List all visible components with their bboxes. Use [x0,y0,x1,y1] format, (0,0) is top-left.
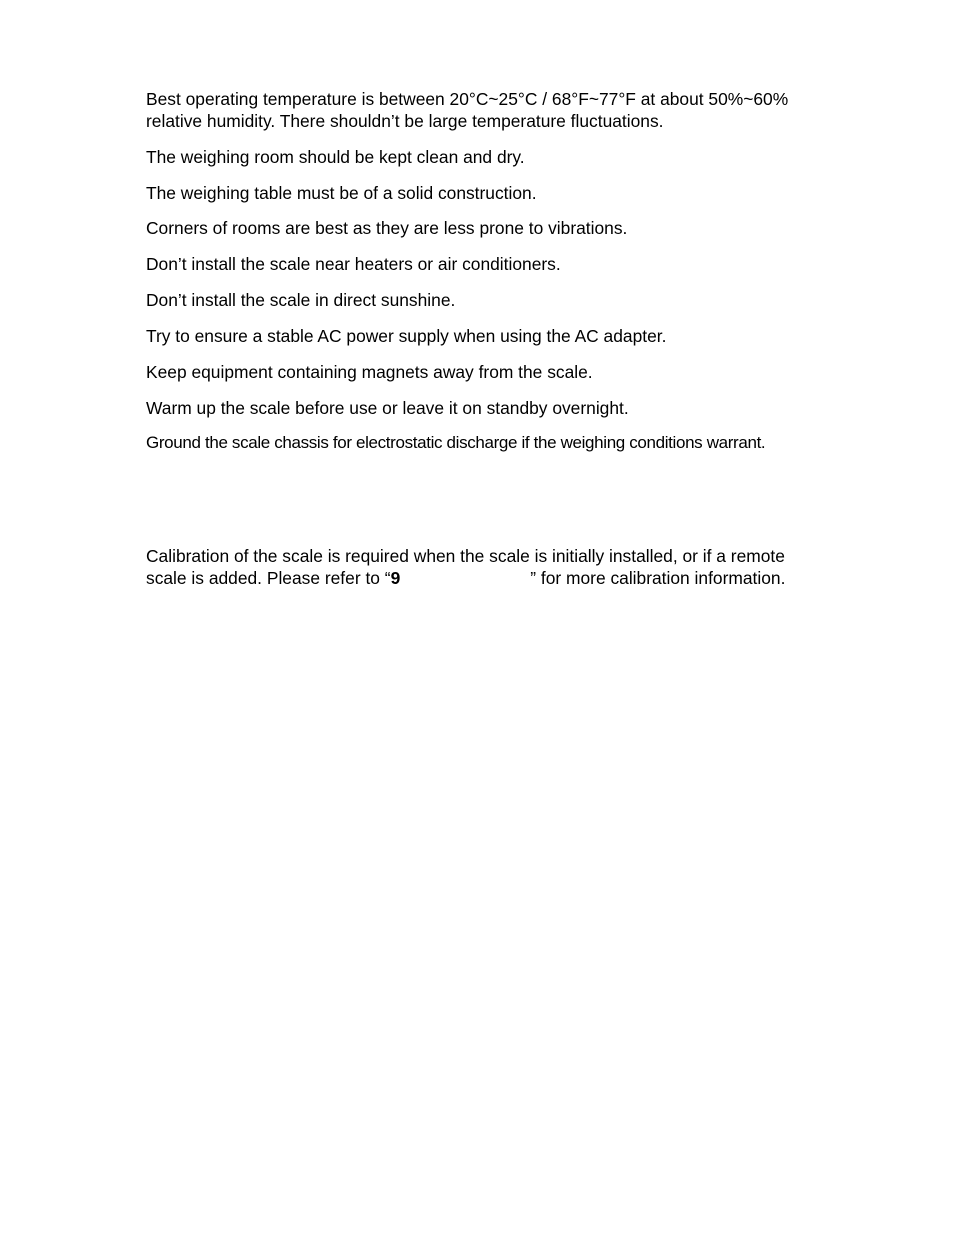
temperature-paragraph-line2: relative humidity. There shouldn’t be large temperature fluctuations. [146,111,664,131]
warm-up-paragraph: Warm up the scale before use or leave it on standby overnight. [146,398,629,418]
sunshine-paragraph: Don’t install the scale in direct sunshine. [146,290,456,310]
calibration-section-number: 9 [390,568,401,588]
calibration-paragraph-line1: Calibration of the scale is required when the scale is initially installed, or if a remote [146,546,785,566]
calibration-ref-prefix: scale is added. Please refer to “ [146,568,391,588]
calibration-ref-suffix: ” for more calibration information. [530,568,786,588]
corners-paragraph: Corners of rooms are best as they are less prone to vibrations. [146,218,628,238]
ground-paragraph: Ground the scale chassis for electrostatic discharge if the weighing conditions warrant. [146,433,766,452]
heaters-paragraph: Don’t install the scale near heaters or air conditioners. [146,254,561,274]
solid-table-paragraph: The weighing table must be of a solid construction. [146,183,537,203]
temperature-paragraph-line1: Best operating temperature is between 20°C~25°C / 68°F~77°F at about 50%~60% [146,89,789,109]
magnets-paragraph: Keep equipment containing magnets away from the scale. [146,362,593,382]
power-supply-paragraph: Try to ensure a stable AC power supply when using the AC adapter. [146,326,667,346]
calibration-paragraph-line2 [146,567,840,589]
clean-dry-paragraph: The weighing room should be kept clean and dry. [146,147,525,167]
